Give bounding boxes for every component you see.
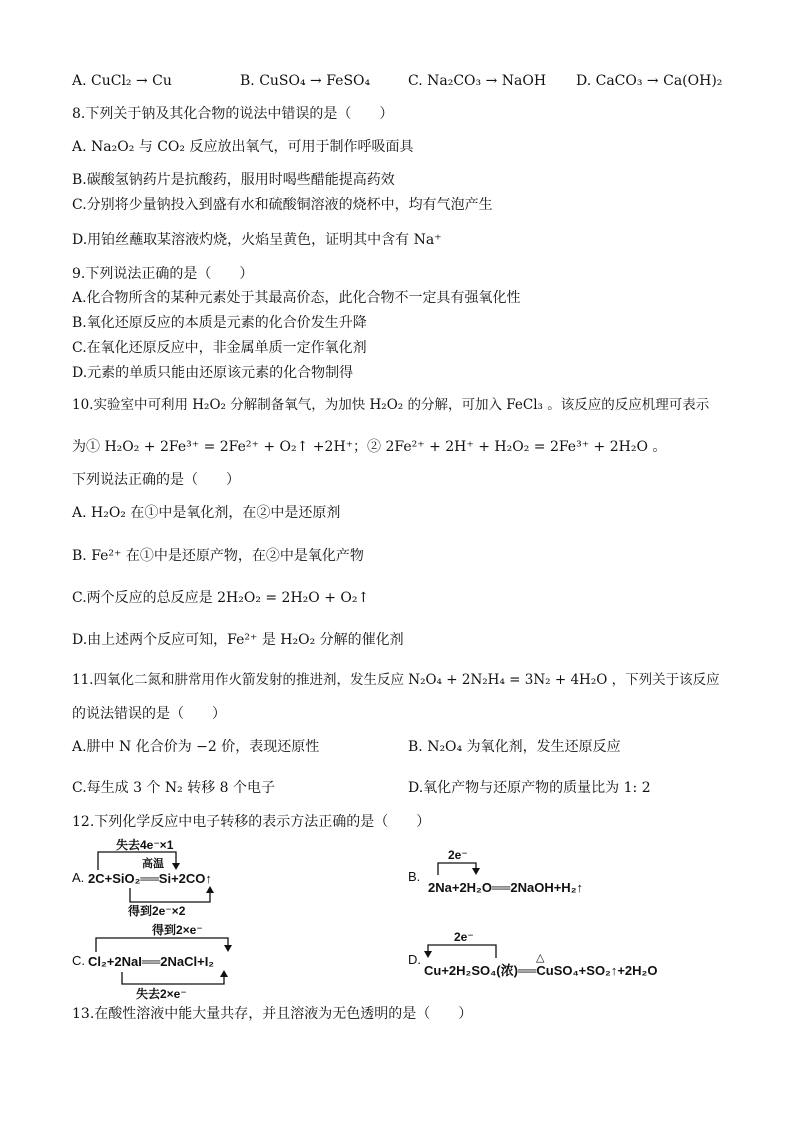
q12-a-bottom-label: 得到2e⁻×2	[128, 904, 186, 918]
q7-option-d: D. CaCO₃ → Ca(OH)₂	[576, 73, 723, 89]
q12-d-equation: Cu+2H₂SO₄(浓)══CuSO₄+SO₂↑+2H₂O	[424, 963, 658, 978]
q9-option-c: C.在氧化还原反应中，非金属单质一定作氧化剂	[72, 340, 367, 356]
q12-d-label: D.	[408, 952, 421, 967]
q12-option-b-diagram	[408, 845, 648, 900]
q12-d-top-label: 2e⁻	[454, 930, 474, 944]
q12-c-top-bracket	[96, 938, 228, 952]
q12-a-top-bracket	[98, 852, 176, 870]
q7-option-a: A. CuCl₂ → Cu	[72, 73, 172, 89]
q12-c-bottom-label: 失去2×e⁻	[136, 987, 187, 1001]
q9-option-a: A.化合物所含的某种元素处于其最高价态，此化合物不一定具有强氧化性	[72, 290, 521, 306]
q12-a-condition: 高温	[142, 858, 164, 870]
q12-option-a-diagram	[72, 836, 302, 916]
q12-c-equation: Cl₂+2NaI══2NaCl+I₂	[88, 954, 215, 969]
q10-option-c: C.两个反应的总反应是 2H₂O₂ = 2H₂O + O₂↑	[72, 590, 370, 606]
q12-c-bottom-bracket	[122, 972, 224, 984]
q9-option-b: B.氧化还原反应的本质是元素的化合价发生升降	[72, 315, 367, 331]
q12-b-bracket	[438, 863, 476, 875]
q11-stem-line1: 11.四氧化二氮和肼常用作火箭发射的推进剂，发生反应 N₂O₄ + 2N₂H₄ = 3N₂ + 4H₂O ，下列关于该反应	[72, 672, 720, 688]
q9-option-d: D.元素的单质只能由还原该元素的化合物制得	[72, 365, 354, 381]
q10-stem-line1: 10.实验室中可利用 H₂O₂ 分解制备氧气，为加快 H₂O₂ 的分解，可加入 FeCl₃ 。该反应的反应机理可表示	[72, 397, 710, 413]
q11-option-d: D.氧化产物与还原产物的质量比为 1: 2	[408, 780, 651, 796]
q8-option-b: B.碳酸氢钠药片是抗酸药，服用时喝些醋能提高药效	[72, 172, 395, 188]
q12-b-arrowhead	[472, 868, 480, 875]
q12-c-top-arrowhead	[224, 945, 232, 952]
q13-stem: 13.在酸性溶液中能大量共存，并且溶液为无色透明的是（ ）	[72, 1006, 473, 1022]
q12-c-label: C.	[72, 953, 85, 968]
q10-stem-line3: 下列说法正确的是（ ）	[72, 472, 240, 488]
q8-stem: 8.下列关于钠及其化合物的说法中错误的是（ ）	[72, 106, 394, 122]
q10-option-d: D.由上述两个反应可知，Fe²⁺ 是 H₂O₂ 分解的催化剂	[72, 632, 404, 648]
q12-stem: 12.下列化学反应中电子转移的表示方法正确的是（ ）	[72, 814, 431, 830]
q8-option-c: C.分别将少量钠投入到盛有水和硫酸铜溶液的烧杯中，均有气泡产生	[72, 197, 493, 213]
q11-option-b: B. N₂O₄ 为氧化剂，发生还原反应	[408, 739, 621, 755]
q11-option-c: C.每生成 3 个 N₂ 转移 8 个电子	[72, 780, 276, 796]
q12-b-top-label: 2e⁻	[448, 848, 468, 862]
q12-d-arrowhead	[424, 951, 432, 958]
q12-a-label: A.	[72, 870, 85, 885]
q12-option-d-diagram	[408, 928, 708, 986]
q10-option-a: A. H₂O₂ 在①中是氧化剂，在②中是还原剂	[72, 505, 341, 521]
q12-a-bottom-bracket	[130, 888, 210, 902]
q12-d-condition: △	[536, 952, 545, 964]
q11-option-a: A.肼中 N 化合价为 −2 价，表现还原性	[72, 739, 320, 755]
q10-option-b: B. Fe²⁺ 在①中是还原产物，在②中是氧化产物	[72, 548, 364, 564]
q8-option-a: A. Na₂O₂ 与 CO₂ 反应放出氧气，可用于制作呼吸面具	[72, 139, 414, 155]
q8-option-d: D.用铂丝蘸取某溶液灼烧，火焰呈黄色，证明其中含有 Na⁺	[72, 232, 442, 248]
q12-b-equation: 2Na+2H₂O══2NaOH+H₂↑	[428, 880, 583, 895]
q12-b-label: B.	[408, 869, 421, 884]
q10-stem-line2: 为① H₂O₂ + 2Fe³⁺ = 2Fe²⁺ + O₂↑ +2H⁺；② 2Fe²⁺ + 2H⁺ + H₂O₂ = 2Fe³⁺ + 2H₂O 。	[72, 439, 667, 455]
q7-option-c: C. Na₂CO₃ → NaOH	[408, 73, 547, 89]
q12-a-top-arrowhead	[172, 863, 180, 870]
q7-option-b: B. CuSO₄ → FeSO₄	[240, 73, 371, 89]
q12-a-top-label: 失去4e⁻×1	[116, 838, 174, 852]
q9-stem: 9.下列说法正确的是（ ）	[72, 266, 254, 282]
q12-c-top-label: 得到2×e⁻	[152, 923, 203, 937]
q12-a-equation: 2C+SiO₂══Si+2CO↑	[88, 871, 212, 886]
q11-stem-line2: 的说法错误的是（ ）	[72, 706, 226, 722]
q12-a-bottom-arrowhead	[206, 886, 214, 893]
q12-c-bottom-arrowhead	[220, 970, 228, 977]
q12-d-bracket	[428, 945, 496, 958]
q12-option-c-diagram	[72, 920, 302, 1000]
